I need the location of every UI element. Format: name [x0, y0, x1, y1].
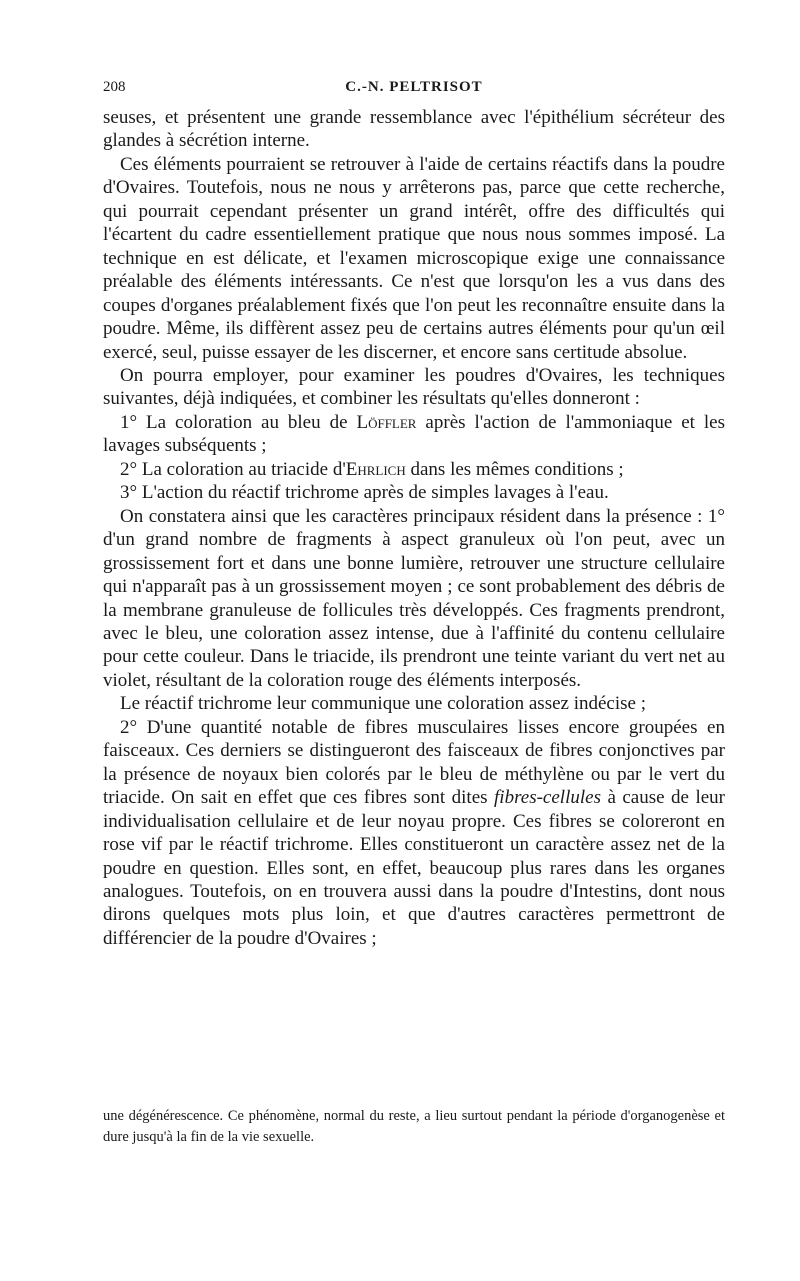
- technique-item-2-before: 2° La coloration au triacide d': [120, 458, 346, 480]
- page: [103, 74, 725, 950]
- muscle-fibres-before: 2° D'une quantité notable de fibres musculaires lisses encore groupées en faisceaux. Ces derniers se distingueront des faisceaux de fibres conjonctives par la présence de noyaux bien colorés par le bleu de méthylène ou par le vert du triacide. On sait en effet que ces fibres sont dites: [103, 716, 725, 809]
- technique-item-1-after: après l'action de l'ammoniaque et les lavages subséquents ;: [103, 411, 725, 457]
- running-head: C.-N. PELTRISOT: [345, 79, 483, 95]
- paragraph-trichrome: Le réactif trichrome leur communique une coloration assez indécise ;: [120, 693, 646, 715]
- term-fibres-cellules: fibres-cellules: [494, 787, 601, 809]
- footnote-text: une dégénérescence. Ce phénomène, normal du reste, a lieu surtout pendant la période d'organogenèse et dure jusqu'à la fin de la vie sexuelle.: [103, 1108, 725, 1145]
- page-number: 208: [103, 79, 126, 95]
- author-name-ehrlich: Ehrlich: [345, 458, 406, 480]
- paragraph-techniques-intro: On pourra employer, pour examiner les poudres d'Ovaires, les techniques suivantes, déjà indiquées, et combiner les résultats qu'elles donneront :: [103, 364, 725, 410]
- technique-item-3: 3° L'action du réactif trichrome après de simples lavages à l'eau.: [120, 482, 609, 504]
- page-header: [103, 74, 725, 100]
- technique-item-2: [103, 458, 725, 481]
- technique-item-1: [103, 411, 725, 458]
- muscle-fibres-after: à cause de leur individualisation cellulaire et de leur noyau propre. Ces fibres se coloreront en rose vif par le réactif trichrome. Elles constitueront un caractère assez net de la poudre en question. Elles sont, en effet, beaucoup plus rares dans les organes analogues. Toutefois, on en trouvera aussi dans la poudre d'Intestins, dont nous dirons quelques mots plus loin, et que d'autres caractères permettront de différencier de la poudre d'Ovaires ;: [103, 787, 725, 949]
- paragraph-elements: Ces éléments pourraient se retrouver à l'aide de certains réactifs dans la poudre d'Ovaires. Toutefois, nous ne nous y arrêterons pas, parce que cette recherche, qui pourrait cependant présenter un grand intérêt, offre des difficultés qui l'écartent du cadre essentiellement pratique que nous nous sommes imposé. La technique en est délicate, et l'examen microscopique exige une connaissance préalable des éléments intéressants. Ce n'est que lorsqu'on les a vus dans des coupes d'organes préalablement fixés que l'on peut les reconnaître ensuite dans la poudre. Même, ils diffèrent assez peu de certains autres éléments pour qu'un œil exercé, seul, puisse essayer de les discerner, et encore sans certitude absolue.: [103, 153, 725, 363]
- footnote: [103, 1106, 725, 1148]
- paragraph-characters: On constatera ainsi que les caractères principaux résident dans la présence : 1° d'un grand nombre de fragments à aspect granuleux où l'on peut, avec un grossissement fort et dans une bonne lumière, retrouver une structure cellulaire qui n'apparaît pas à un grossissement moyen ; ce sont probablement des débris de la membrane granuleuse de follicules très développés. Ces fragments prendront, avec le bleu, une coloration assez intense, due à l'affinité du contenu cellulaire pour cette couleur. Dans le triacide, ils prendront une teinte variant du vert net au violet, résultant de la coloration rouge des éléments interposés.: [103, 505, 725, 691]
- technique-item-2-after: dans les mêmes conditions ;: [405, 458, 624, 480]
- paragraph-continuation: seuses, et présentent une grande ressemblance avec l'épithélium sécréteur des glandes à sécrétion interne.: [103, 107, 725, 152]
- author-name-loffler: Löffler: [356, 411, 417, 433]
- paragraph-muscle-fibres: [103, 716, 725, 951]
- body-text: [103, 106, 725, 950]
- technique-item-1-before: 1° La coloration au bleu de: [120, 411, 357, 433]
